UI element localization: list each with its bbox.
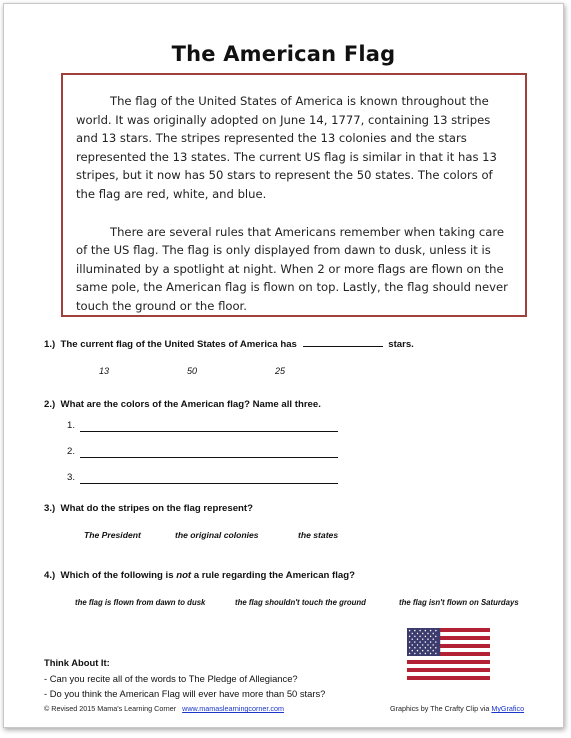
footer-left: [44, 704, 284, 713]
question-1-text: The current flag of the United States of America has: [60, 339, 297, 350]
question-1-number: 1.): [44, 339, 56, 350]
website-link[interactable]: www.mamaslearningcorner.com: [182, 704, 284, 713]
graphics-credit-text: Graphics by The Crafty Clip via: [390, 704, 490, 713]
reading-passage-box: [61, 73, 527, 317]
answer-line-label-2: 2.: [67, 446, 76, 457]
q1-option-1[interactable]: 13: [99, 366, 110, 376]
question-3-number: 3.): [44, 503, 56, 514]
q3-option-3[interactable]: the states: [298, 530, 339, 540]
question-2-text: What are the colors of the American flag? Name all three.: [60, 399, 321, 410]
q3-option-1[interactable]: The President: [84, 530, 141, 540]
think-about-it-section: [44, 655, 325, 702]
question-4-number: 4.): [44, 570, 56, 581]
copyright-text: © Revised 2015 Mama's Learning Corner: [44, 704, 177, 713]
question-2: [44, 399, 321, 410]
q4-option-2[interactable]: the flag shouldn't touch the ground: [235, 598, 366, 607]
footer-right: [390, 704, 524, 713]
page-title: The American Flag: [171, 42, 396, 66]
think-item-1: - Can you recite all of the words to The Pledge of Allegiance?: [44, 672, 298, 684]
answer-line-1[interactable]: [80, 417, 338, 432]
question-1-blank[interactable]: [303, 346, 383, 347]
q1-option-2[interactable]: 50: [187, 366, 198, 376]
question-3: [44, 503, 253, 514]
q1-option-3[interactable]: 25: [275, 366, 286, 376]
american-flag-image: [407, 628, 490, 680]
q4-option-3[interactable]: the flag isn't flown on Saturdays: [399, 598, 519, 607]
q4-option-1[interactable]: the flag is flown from dawn to dusk: [75, 598, 206, 607]
question-1-text-after: stars.: [388, 339, 414, 350]
question-2-number: 2.): [44, 399, 56, 410]
question-4-text: Which of the following is: [60, 570, 174, 581]
answer-line-3[interactable]: [80, 469, 338, 484]
answer-line-label-1: 1.: [67, 420, 76, 431]
passage-paragraph-2: There are several rules that Americans remember when taking care of the US flag. The flag is only displayed from dawn to dusk, unless it is illuminated by a spotlight at night. When 2 or more flags are flown on the same pole, the American flag is flown on top. Lastly, the flag should never touch the ground or the floor.: [76, 224, 508, 313]
worksheet-page: [3, 3, 564, 728]
answer-line-2[interactable]: [80, 443, 338, 458]
q3-option-2[interactable]: the original colonies: [175, 530, 259, 540]
question-4-text-after: a rule regarding the American flag?: [193, 570, 355, 581]
question-4: [44, 570, 355, 581]
question-3-text: What do the stripes on the flag represent?: [60, 503, 253, 514]
think-item-2: - Do you think the American Flag will ever have more than 50 stars?: [44, 688, 326, 699]
passage-paragraph-1: The flag of the United States of America is known throughout the world. It was originally adopted on June 14, 1777, containing 13 stripes and 13 stars. The stripes represented the 13 colonies and the stars represented the 13 states. The current US flag is similar in that it has 13 stripes, but it now has 50 stars to represent the 50 states. The colors of the flag are red, white, and blue.: [76, 94, 497, 201]
answer-line-label-3: 3.: [67, 472, 76, 483]
think-about-it-heading: Think About It:: [44, 657, 110, 668]
question-4-emphasis: not: [176, 570, 192, 581]
question-1: [44, 339, 414, 350]
mygrafico-link[interactable]: MyGrafico: [491, 704, 525, 713]
